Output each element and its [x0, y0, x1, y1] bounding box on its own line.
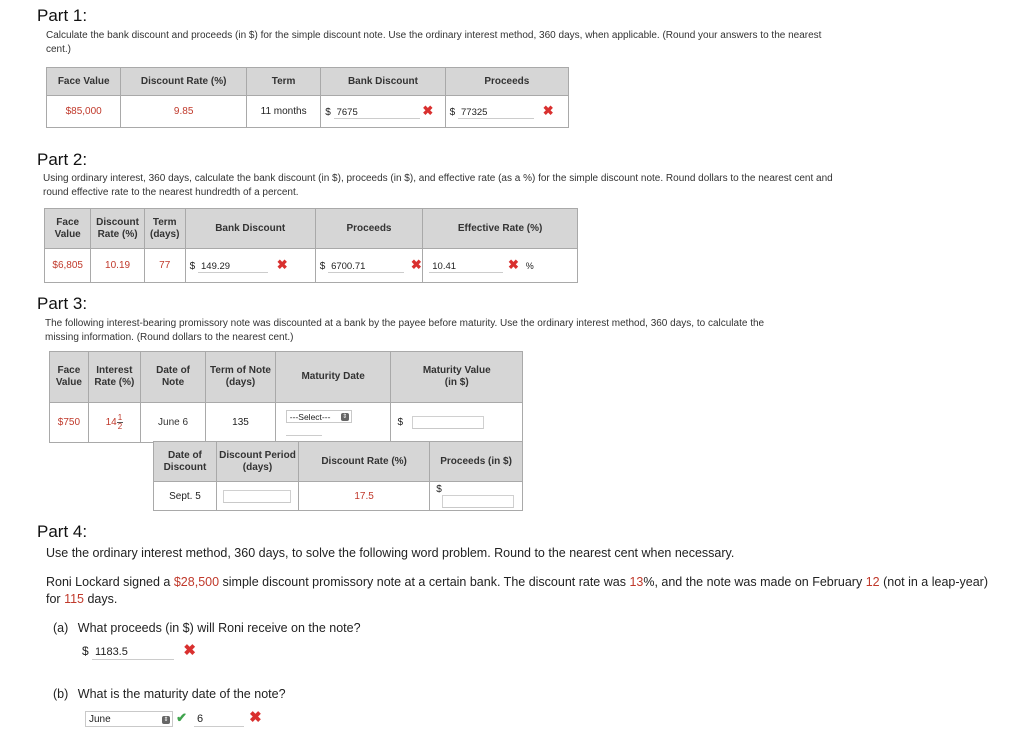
part4-heading: Part 4: [37, 522, 88, 541]
header-proceeds: Proceeds (in $) [430, 442, 523, 482]
discount-rate-cell: 17.5 [299, 482, 430, 511]
face-value-cell: $6,805 [45, 249, 91, 283]
maturity-month-select[interactable]: ---Select--- ⇕ [286, 410, 352, 423]
part4-instructions: Use the ordinary interest method, 360 days, to solve the following word problem. Round to the nearest cent when necessary. [46, 546, 735, 560]
maturity-day-input[interactable]: 6 [194, 711, 244, 727]
proceeds-input[interactable] [442, 495, 514, 508]
part3-heading: Part 3: [37, 294, 88, 313]
fraction-denominator: 2 [117, 422, 123, 431]
answer-a-row [82, 644, 196, 660]
discount-rate-cell: 9.85 [121, 96, 247, 128]
date-of-note-cell [140, 403, 205, 443]
maturity-month-select[interactable]: June ⇕ [85, 711, 173, 727]
date-of-discount: Sept. 5 [169, 490, 201, 502]
interest-rate-cell [88, 403, 140, 443]
proceeds-answer-input[interactable]: 1183.5 [92, 644, 174, 660]
term-cell: 135 [206, 403, 276, 443]
note-day: 12 [865, 575, 880, 589]
incorrect-icon: ✖ [276, 257, 288, 273]
header-proceeds: Proceeds [315, 209, 423, 249]
part3-instructions: The following interest-bearing promissory note was discounted at a bank by the payee before maturity. Use the ordinary interest method, 360 days, to calculate the missing information. (Round dollars to the nearest cent.) [45, 318, 765, 343]
header-face-value: Face Value [50, 352, 89, 403]
question-b-label: (b) [53, 687, 69, 701]
discount-rate: 13 [629, 575, 644, 589]
bank-discount-cell [185, 249, 315, 283]
header-face-value: Face Value [47, 68, 121, 96]
header-discount-rate: Discount Rate (%) [91, 209, 144, 249]
select-arrow-icon: ⇕ [163, 717, 169, 723]
effective-rate-cell [423, 249, 578, 283]
select-arrow-icon: ⇕ [342, 413, 348, 420]
proceeds-cell [315, 249, 423, 283]
question-b-text: What is the maturity date of the note? [77, 687, 286, 701]
effective-rate-input[interactable]: 10.41 [429, 260, 503, 273]
incorrect-icon: ✖ [508, 257, 519, 273]
question-b [53, 686, 286, 703]
header-bank-discount: Bank Discount [321, 68, 445, 96]
part3-table-bottom [153, 441, 523, 511]
part2-table [44, 208, 578, 283]
part1-table [46, 67, 569, 128]
header-bank-discount: Bank Discount [185, 209, 315, 249]
header-date-of-discount: Date of Discount [154, 442, 217, 482]
face-value-cell: $750 [50, 403, 89, 443]
dollar-sign: $ [189, 261, 196, 273]
part3-table-top [49, 351, 523, 443]
proceeds-cell [430, 482, 523, 511]
header-term-days: Term (days) [144, 209, 185, 249]
dollar-sign: $ [319, 261, 326, 273]
question-a-label: (a) [53, 621, 69, 635]
part1-heading: Part 1: [37, 6, 88, 25]
header-effective-rate: Effective Rate (%) [423, 209, 578, 249]
dollar-sign: $ [397, 417, 404, 429]
term-cell: 77 [144, 249, 185, 283]
bank-discount-cell [321, 96, 445, 128]
header-maturity-value: Maturity Value (in $) [391, 352, 523, 403]
note-days: 115 [64, 592, 84, 606]
incorrect-icon: ✖ [422, 103, 434, 119]
incorrect-icon: ✖ [410, 257, 422, 273]
header-face-value: Face Value [45, 209, 91, 249]
dollar-sign: $ [82, 644, 89, 659]
date-of-discount-cell [154, 482, 217, 511]
header-discount-rate: Discount Rate (%) [121, 68, 247, 96]
maturity-value-input[interactable] [412, 416, 484, 429]
interest-whole: 14 [105, 417, 117, 429]
term-cell: 11 months [246, 96, 320, 128]
percent-sign: % [525, 261, 534, 272]
header-term-of-note: Term of Note (days) [206, 352, 276, 403]
bank-discount-input[interactable]: 7675 [334, 106, 420, 119]
maturity-value-cell [391, 403, 523, 443]
proceeds-input[interactable]: 6700.71 [328, 260, 404, 273]
answer-b-row [85, 710, 262, 727]
bank-discount-input[interactable]: 149.29 [198, 260, 268, 273]
header-discount-period: Discount Period (days) [216, 442, 298, 482]
part4-problem: Roni Lockard signed a $28,500 simple discount promissory note at a certain bank. The discount rate was 13%, and the note was made on February 12 (not in a leap-year) for 115 days. [46, 575, 988, 606]
proceeds-cell [445, 96, 568, 128]
header-proceeds: Proceeds [445, 68, 568, 96]
note-amount: $28,500 [173, 575, 220, 589]
fraction-numerator: 1 [117, 413, 123, 422]
question-a [53, 620, 361, 637]
header-term: Term [246, 68, 320, 96]
header-date-of-note: Date of Note [140, 352, 205, 403]
face-value-cell: $85,000 [47, 96, 121, 128]
correct-check-icon: ✔ [176, 710, 187, 725]
dollar-sign: $ [449, 107, 456, 119]
part2-heading: Part 2: [37, 150, 88, 169]
interest-fraction [117, 414, 123, 431]
incorrect-icon: ✖ [183, 642, 196, 660]
discount-period-cell [216, 482, 298, 511]
incorrect-icon: ✖ [542, 103, 554, 119]
part2-instructions: Using ordinary interest, 360 days, calculate the bank discount (in $), proceeds (in $), and effective rate (as a %) for the simple discount note. Round dollars to the nearest cent and round effective rate to the nearest hundredth of a percent. [43, 173, 833, 198]
incorrect-icon: ✖ [249, 709, 262, 726]
header-discount-rate: Discount Rate (%) [299, 442, 430, 482]
discount-rate-cell: 10.19 [91, 249, 144, 283]
maturity-day-input[interactable] [286, 423, 322, 436]
discount-period-input[interactable] [223, 490, 291, 503]
header-interest-rate: Interest Rate (%) [88, 352, 140, 403]
question-a-text: What proceeds (in $) will Roni receive on the note? [77, 621, 361, 635]
part1-instructions: Calculate the bank discount and proceeds (in $) for the simple discount note. Use the ordinary interest method, 360 days, when applicable. (Round your answers to the nearest cent.) [46, 30, 822, 55]
dollar-sign: $ [436, 484, 442, 495]
header-maturity-date: Maturity Date [275, 352, 391, 403]
dollar-sign: $ [325, 107, 331, 119]
maturity-date-cell [275, 403, 391, 443]
date-of-note: June 6 [158, 417, 189, 428]
proceeds-input[interactable]: 77325 [458, 106, 534, 119]
